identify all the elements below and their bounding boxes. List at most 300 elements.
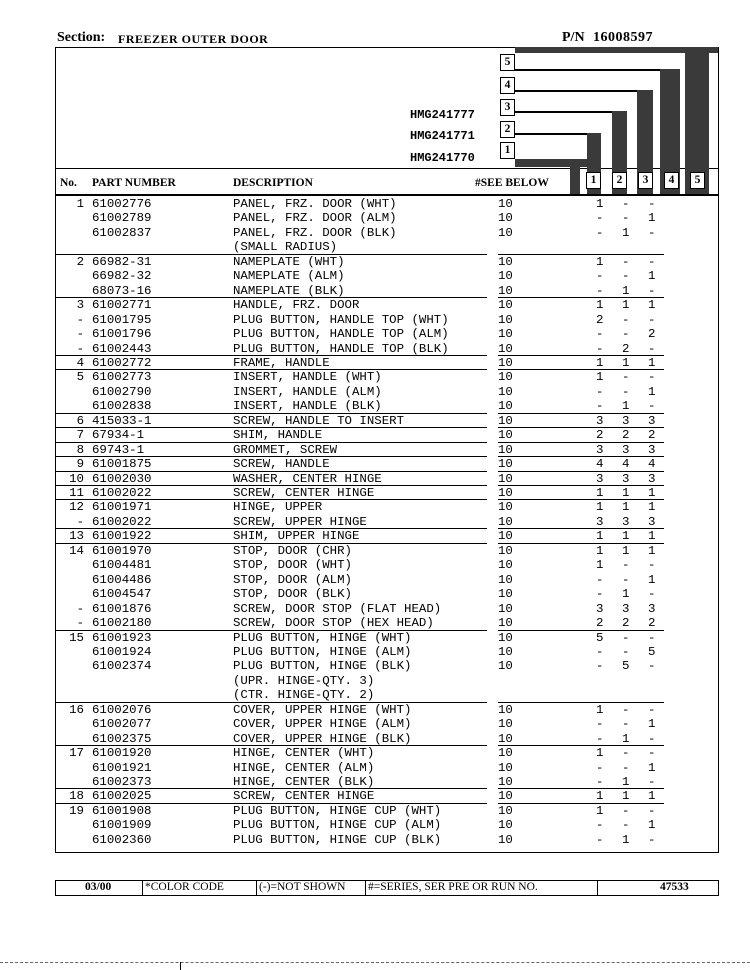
description: COVER, UPPER HINGE (BLK) [233,731,412,746]
qty-2: - [622,760,630,775]
row-number: 13 [69,529,84,544]
table-row [0,775,750,790]
row-number: 18 [69,789,84,804]
qty-3: 1 [648,269,656,284]
table-row [0,818,750,833]
pn-label: P/N [562,30,585,45]
qty-3: - [648,659,656,674]
table-row [0,515,750,530]
see-below: 10 [498,355,513,370]
qty-2: 1 [622,789,630,804]
description: SCREW, CENTER HINGE [233,486,375,500]
table-row [0,573,750,588]
see-below: 10 [498,572,513,587]
qty-2: 1 [622,832,630,847]
model-3: HMG241770 [410,151,475,165]
part-number: 61002771 [92,298,152,313]
qty-3: 1 [648,355,656,370]
qty-2: 1 [622,486,630,500]
qty-2: 3 [622,471,630,486]
qty-2: 2 [622,616,630,631]
see-below: 10 [498,457,513,472]
qty-3: - [648,370,656,385]
row-number: 17 [69,746,84,761]
table-row [0,486,750,501]
qty-3: 3 [648,514,656,529]
qty-2: - [622,269,630,284]
see-below: 10 [498,601,513,616]
qty-2: 3 [622,442,630,457]
part-number: 61001970 [92,543,152,558]
description: PANEL, FRZ. DOOR (ALM) [233,211,397,226]
description: PLUG BUTTON, HINGE CUP (BLK) [233,832,442,847]
see-below: 10 [498,341,513,356]
qty-2: - [622,644,630,659]
row-number: 3 [76,298,84,313]
table-row [0,529,750,544]
qty-1: - [596,587,604,602]
qty-1: 1 [596,803,604,818]
row-number: 5 [76,370,84,385]
col-q5: 5 [690,172,705,189]
qty-3: 1 [648,717,656,732]
part-number: 61001908 [92,803,152,818]
qty-1: 1 [596,355,604,370]
description: PLUG BUTTON, HINGE CUP (ALM) [233,818,442,833]
col-see-below: #SEE BELOW [475,177,549,189]
qty-3: 5 [648,644,656,659]
qty-1: 3 [596,442,604,457]
footer-right-rule [718,880,719,895]
table-row [0,833,750,848]
row-number: 4 [76,355,84,370]
description: GROMMET, SCREW [233,442,338,457]
table-row [0,399,750,414]
table-row [0,804,750,819]
description: SCREW, CENTER HINGE [233,789,375,804]
see-below: 10 [498,702,513,717]
table-row [0,746,750,761]
qty-2: - [622,312,630,327]
description: COVER, UPPER HINGE (ALM) [233,717,412,732]
description: PLUG BUTTON, HANDLE TOP (BLK) [233,341,449,356]
part-number: 66982-31 [92,254,152,269]
part-number: 61002374 [92,659,152,674]
qty-1: - [596,644,604,659]
qty-1: 1 [596,543,604,558]
table-row [0,443,750,458]
qty-1: - [596,225,604,240]
part-number: 61004486 [92,572,152,587]
description: HINGE, CENTER (ALM) [233,760,375,775]
table-row [0,587,750,602]
footer-divider-3 [365,880,366,895]
qty-1: - [596,760,604,775]
footer-page-number: 47533 [660,881,689,893]
footer-divider-4 [597,880,598,895]
description: (UPR. HINGE-QTY. 3) [233,673,375,688]
row-number: - [76,327,84,342]
qty-2: 1 [622,355,630,370]
table-row [0,703,750,718]
see-below: 10 [498,644,513,659]
description: PANEL, FRZ. DOOR (BLK) [233,225,397,240]
see-below: 10 [498,587,513,602]
table-row [0,631,750,646]
qty-3: 1 [648,572,656,587]
qty-2: 2 [622,341,630,356]
qty-1: 2 [596,428,604,443]
part-number: 61001909 [92,818,152,833]
table-row [0,385,750,400]
part-number: 61002790 [92,384,152,399]
qty-2: 1 [622,500,630,515]
see-below: 10 [498,558,513,573]
qty-3: 3 [648,413,656,428]
see-below: 10 [498,529,513,544]
part-number: 61002838 [92,399,152,414]
part-number: 61002373 [92,775,152,789]
see-below: 10 [498,327,513,342]
part-number: 61001921 [92,760,152,775]
qty-1: - [596,832,604,847]
qty-1: - [596,572,604,587]
table-row [0,616,750,631]
qty-3: 1 [648,789,656,804]
qty-3: 1 [648,529,656,544]
description: STOP, DOOR (ALM) [233,572,352,587]
see-below: 10 [498,789,513,804]
see-below: 10 [498,283,513,298]
series-box-5: 5 [500,54,515,71]
qty-3: 1 [648,298,656,313]
description: PLUG BUTTON, HINGE (ALM) [233,644,412,659]
description: HINGE, UPPER [233,500,323,515]
see-below: 10 [498,760,513,775]
part-number: 61001920 [92,746,152,761]
row-number: - [76,616,84,631]
qty-1: 1 [596,254,604,269]
qty-1: 2 [596,312,604,327]
qty-3: - [648,558,656,573]
qty-1: 1 [596,486,604,500]
qty-3: - [648,731,656,746]
qty-3: 1 [648,384,656,399]
qty-3: - [648,341,656,356]
qty-3: - [648,587,656,602]
part-number: 61002360 [92,832,152,847]
qty-1: 1 [596,746,604,761]
part-number: 61002180 [92,616,152,631]
row-number: 19 [69,803,84,818]
see-below: 10 [498,630,513,645]
qty-2: - [622,384,630,399]
table-row [0,457,750,472]
table-row [0,197,750,212]
description: FRAME, HANDLE [233,355,330,370]
model-1: HMG241777 [410,108,475,122]
table-row [0,789,750,804]
qty-1: - [596,269,604,284]
description: PLUG BUTTON, HINGE (WHT) [233,630,412,645]
part-number: 61002022 [92,514,152,529]
see-below: 10 [498,211,513,226]
table-row [0,356,750,371]
part-number: 61004481 [92,558,152,573]
row-number: - [76,601,84,616]
series-box-4: 4 [500,77,515,94]
table-bottom-rule [55,852,719,853]
description: STOP, DOOR (WHT) [233,558,352,573]
qty-1: - [596,327,604,342]
part-number: 61001923 [92,630,152,645]
part-number: 61004547 [92,587,152,602]
section-label: Section: [57,30,106,45]
row-number: 8 [76,442,84,457]
footer-color-code: *COLOR CODE [145,881,224,893]
qty-3: 3 [648,601,656,616]
qty-3: - [648,832,656,847]
series-box-1: 1 [500,142,515,159]
qty-3: 1 [648,500,656,515]
qty-3: 4 [648,457,656,472]
scan-edge-line [0,962,750,963]
qty-2: 1 [622,587,630,602]
table-row [0,269,750,284]
qty-3: 1 [648,211,656,226]
description: SCREW, DOOR STOP (HEX HEAD) [233,616,434,631]
qty-3: 1 [648,543,656,558]
row-number: 9 [76,457,84,472]
qty-1: 5 [596,630,604,645]
qty-1: 3 [596,471,604,486]
qty-2: - [622,630,630,645]
row-number: 14 [69,543,84,558]
part-number: 61002077 [92,717,152,732]
description: PLUG BUTTON, HINGE (BLK) [233,659,412,674]
see-below: 10 [498,514,513,529]
qty-2: - [622,572,630,587]
qty-2: 1 [622,775,630,789]
qty-2: - [622,211,630,226]
description: SHIM, HANDLE [233,428,323,443]
qty-3: - [648,225,656,240]
footer-date: 03/00 [85,881,112,893]
description: SCREW, HANDLE TO INSERT [233,413,405,428]
qty-3: 1 [648,486,656,500]
footer-series-note: #=SERIES, SER PRE OR RUN NO. [368,881,538,893]
description: STOP, DOOR (CHR) [233,543,352,558]
table-row [0,500,750,515]
qty-2: 5 [622,659,630,674]
see-below: 10 [498,717,513,732]
pn-value: 16008597 [593,30,653,45]
table-row [0,761,750,776]
row-number: 12 [69,500,84,515]
qty-2: 1 [622,529,630,544]
qty-3: - [648,254,656,269]
col-q3: 3 [638,172,653,189]
table-row [0,327,750,342]
description: SCREW, UPPER HINGE [233,514,367,529]
table-row [0,240,750,255]
part-number: 61002443 [92,341,152,356]
part-number: 61001795 [92,312,152,327]
qty-1: 1 [596,529,604,544]
qty-3: - [648,283,656,298]
part-number: 61002076 [92,702,152,717]
table-row [0,428,750,443]
qty-1: 3 [596,413,604,428]
see-below: 10 [498,312,513,327]
table-row [0,284,750,299]
description: SCREW, HANDLE [233,457,330,472]
qty-2: - [622,818,630,833]
qty-1: - [596,283,604,298]
table-row [0,313,750,328]
qty-1: - [596,399,604,414]
part-number: 61002022 [92,486,152,500]
see-below: 10 [498,616,513,631]
row-number: - [76,341,84,356]
table-row [0,645,750,660]
series-box-3: 3 [500,99,515,116]
qty-2: 1 [622,283,630,298]
see-below: 10 [498,254,513,269]
part-number: 415033-1 [92,413,152,428]
see-below: 10 [498,298,513,313]
row-number: 10 [69,471,84,486]
part-number: 61002375 [92,731,152,746]
row-number: 16 [69,702,84,717]
qty-2: 1 [622,731,630,746]
qty-3: - [648,399,656,414]
description: HINGE, CENTER (BLK) [233,775,375,789]
col-q1: 1 [586,172,601,189]
section-name: FREEZER OUTER DOOR [118,32,269,46]
table-row [0,544,750,559]
description: (SMALL RADIUS) [233,240,338,255]
series-box-2: 2 [500,121,515,138]
part-number: 66982-32 [92,269,152,284]
qty-1: 1 [596,558,604,573]
part-number: 67934-1 [92,428,145,443]
qty-2: - [622,803,630,818]
row-number: 11 [69,486,84,500]
row-number: 6 [76,413,84,428]
description: WASHER, CENTER HINGE [233,471,382,486]
qty-2: 1 [622,225,630,240]
qty-3: 2 [648,616,656,631]
table-row [0,298,750,313]
part-number: 61001796 [92,327,152,342]
table-row [0,342,750,357]
qty-3: - [648,746,656,761]
description: INSERT, HANDLE (BLK) [233,399,382,414]
row-number: - [76,514,84,529]
description: INSERT, HANDLE (WHT) [233,370,382,385]
column-header-rule [55,194,719,196]
description: NAMEPLATE (BLK) [233,283,345,298]
table-row [0,717,750,732]
qty-1: 3 [596,514,604,529]
table-row [0,472,750,487]
table-row [0,226,750,241]
part-number: 61002772 [92,355,152,370]
qty-2: - [622,327,630,342]
part-number: 61001875 [92,457,152,472]
qty-1: - [596,341,604,356]
see-below: 10 [498,803,513,818]
description: STOP, DOOR (BLK) [233,587,352,602]
description: SCREW, DOOR STOP (FLAT HEAD) [233,601,442,616]
part-number: 61002030 [92,471,152,486]
qty-3: - [648,312,656,327]
part-number: 61002776 [92,197,152,211]
qty-3: - [648,803,656,818]
see-below: 10 [498,731,513,746]
col-part-number: PART NUMBER [92,177,176,189]
table-row [0,688,750,703]
part-number: 61001924 [92,644,152,659]
qty-3: - [648,630,656,645]
qty-1: 3 [596,601,604,616]
qty-2: - [622,254,630,269]
description: NAMEPLATE (ALM) [233,269,345,284]
table-row [0,674,750,689]
footer-left-rule [55,880,56,895]
col-q4: 4 [664,172,679,189]
qty-1: - [596,775,604,789]
qty-1: 1 [596,197,604,211]
qty-2: 2 [622,428,630,443]
model-2: HMG241771 [410,129,475,143]
qty-1: - [596,717,604,732]
see-below: 10 [498,500,513,515]
qty-2: - [622,197,630,211]
part-number: 61001876 [92,601,152,616]
col-no: No. [60,177,77,189]
see-below: 10 [498,428,513,443]
part-number: 68073-16 [92,283,152,298]
see-below: 10 [498,659,513,674]
qty-2: 3 [622,413,630,428]
table-row [0,602,750,617]
description: COVER, UPPER HINGE (WHT) [233,702,412,717]
table-row [0,558,750,573]
description: HANDLE, FRZ. DOOR [233,298,360,313]
qty-1: 1 [596,789,604,804]
qty-2: 1 [622,399,630,414]
see-below: 10 [498,442,513,457]
part-number: 61002837 [92,225,152,240]
qty-1: 4 [596,457,604,472]
qty-1: - [596,818,604,833]
qty-2: 1 [622,543,630,558]
see-below: 10 [498,413,513,428]
table-row [0,211,750,226]
qty-3: 2 [648,428,656,443]
qty-2: - [622,702,630,717]
qty-3: - [648,775,656,789]
qty-3: 3 [648,471,656,486]
col-q2: 2 [612,172,627,189]
qty-3: 2 [648,327,656,342]
see-below: 10 [498,818,513,833]
qty-1: 1 [596,500,604,515]
table-row [0,255,750,270]
qty-2: - [622,370,630,385]
